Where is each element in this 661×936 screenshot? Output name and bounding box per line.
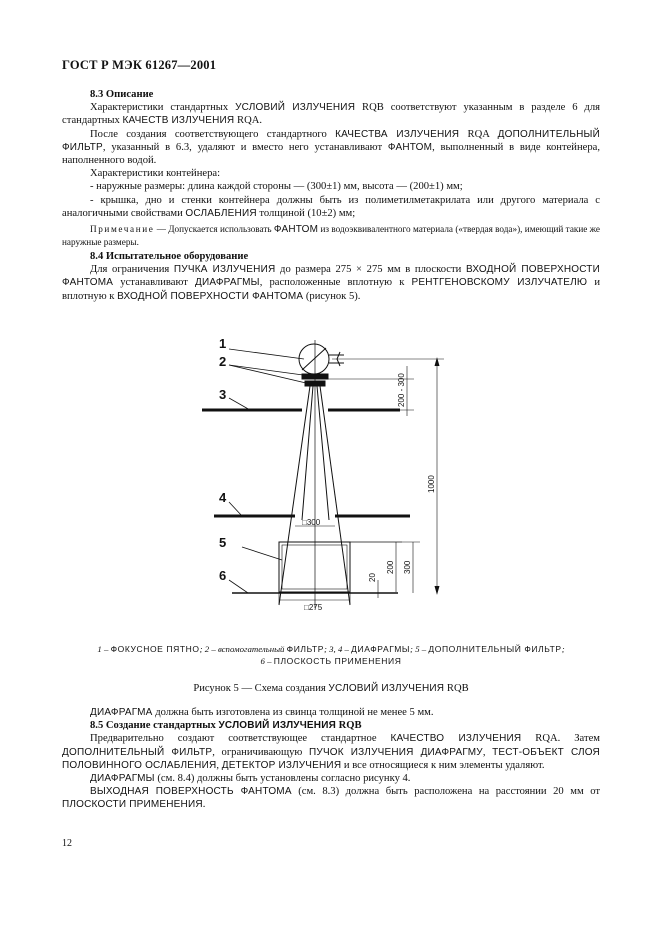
- phantom-inner-wall: [282, 545, 347, 589]
- dim-text-1000: 1000: [427, 475, 436, 493]
- dim-text-width-275: □275: [304, 603, 323, 612]
- arrow-icon: [435, 359, 439, 366]
- section-heading-8-5: 8.5 Создание стандартных УСЛОВИЙ ИЗЛУЧЕНИЯ RQB: [90, 720, 362, 732]
- paragraph: ДИАФРАГМЫ (см. 8.4) должны быть установлены согласно рисунку 4.: [90, 773, 411, 785]
- list-item: - наружные размеры: длина каждой стороны — (300±1) мм, высота — (200±1) мм;: [90, 181, 463, 193]
- figure-label-4: 4: [219, 490, 227, 505]
- section-heading-8-3: 8.3 Описание: [90, 89, 154, 100]
- document-header: ГОСТ Р МЭК 61267—2001: [62, 58, 217, 72]
- text-block-bottom: [62, 706, 600, 812]
- phantom-container: [279, 542, 350, 592]
- dim-text-20: 20: [368, 573, 377, 582]
- paragraph: Для ограничения ПУЧКА ИЗЛУЧЕНИЯ до размера 275 × 275 мм в плоскости ВХОДНОЙ ПОВЕРХНОСТИ ФАНТОМА устанавливают ДИАФРАГМЫ, расположенные вплотную к РЕНТГЕНОВСКОМУ ИЗЛУЧАТЕЛЮ и вплотную к ВХОДНОЙ ПОВЕРХНОСТИ ФАНТОМА (рисунок 5).: [62, 264, 601, 302]
- paragraph: Характеристики стандартных УСЛОВИЙ ИЗЛУЧЕНИЯ RQB соответствуют указанным в разделе 6 для стандартных КАЧЕСТВ ИЗЛУЧЕНИЯ RQA.: [62, 102, 600, 127]
- page-number: 12: [62, 838, 72, 849]
- figure-label-2: 2: [219, 354, 227, 369]
- figure-5-diagram: [192, 330, 492, 630]
- leader-line-4: [229, 502, 242, 516]
- note: Примечание — Допускается использовать ФАНТОМ из водоэквивалентного материала («твердая вода»), имеющий такие же наружные размеры.: [62, 224, 600, 248]
- paragraph: ВЫХОДНАЯ ПОВЕРХНОСТЬ ФАНТОМА (см. 8.3) должна быть расположена на расстоянии 20 мм от ПЛОСКОСТИ ПРИМЕНЕНИЯ.: [62, 786, 600, 811]
- auxiliary-filter: [302, 374, 328, 379]
- figure-label-1: 1: [219, 336, 227, 351]
- text-block-top: [62, 88, 600, 303]
- beam-edge-left: [279, 386, 310, 605]
- leader-line-6: [229, 580, 248, 593]
- figure-caption: Рисунок 5 — Схема создания УСЛОВИЙ ИЗЛУЧЕНИЯ RQB: [193, 683, 469, 694]
- figure-legend: 1 – ФОКУСНОЕ ПЯТНО; 2 – вспомогательный ФИЛЬТР; 3, 4 – ДИАФРАГМЫ; 5 – ДОПОЛНИТЕЛЬНЫЙ ФИЛЬТР; 6 – ПЛОСКОСТЬ ПРИМЕНЕНИЯ: [97, 644, 565, 666]
- paragraph: После создания соответствующего стандартного КАЧЕСТВА ИЗЛУЧЕНИЯ RQA ДОПОЛНИТЕЛЬНЫЙ ФИЛЬТР, указанный в 6.3, удаляют и вместо него устанавливают ФАНТОМ, выполненный в виде контейнера, наполненного водой.: [62, 128, 600, 167]
- paragraph: Предварительно создают соответствующее стандартное КАЧЕСТВО ИЗЛУЧЕНИЯ RQA. Затем ДОПОЛНИТЕЛЬНЫЙ ФИЛЬТР, ограничивающую ПУЧОК ИЗЛУЧЕНИЯ ДИАФРАГМУ, ТЕСТ-ОБЪЕКТ СЛОЯ ПОЛОВИННОГО ОСЛАБЛЕНИЯ, ДЕТЕКТОР ИЗЛУЧЕНИЯ и все относящиеся к ним элементы удаляют.: [62, 733, 600, 771]
- paragraph: ДИАФРАГМА должна быть изготовлена из свинца толщиной не менее 5 мм.: [90, 707, 434, 718]
- section-heading-8-4: 8.4 Испытательное оборудование: [90, 251, 249, 263]
- paragraph: Характеристики контейнера:: [90, 168, 221, 180]
- figure-label-6: 6: [219, 568, 227, 583]
- tube-axis-line: [302, 348, 326, 370]
- figure-label-3: 3: [219, 387, 227, 402]
- dim-text-200-300: 200 - 300: [397, 373, 406, 407]
- beam-edge-right: [320, 386, 350, 605]
- arrow-icon: [435, 586, 439, 593]
- leader-line-5: [242, 547, 282, 560]
- dim-text-300: 300: [403, 560, 412, 574]
- auxiliary-filter-2: [305, 381, 325, 386]
- leader-line-1: [229, 349, 304, 359]
- figure-label-5: 5: [219, 535, 227, 550]
- dim-text-200: 200: [386, 560, 395, 574]
- leader-line-3: [229, 398, 250, 410]
- dim-text-width-300: □300: [302, 518, 321, 527]
- list-item: - крышка, дно и стенки контейнера должны быть из полиметилметакрилата или другого материала с аналогичными свойствами ОСЛАБЛЕНИЯ толщиной (10±2) мм;: [62, 194, 600, 219]
